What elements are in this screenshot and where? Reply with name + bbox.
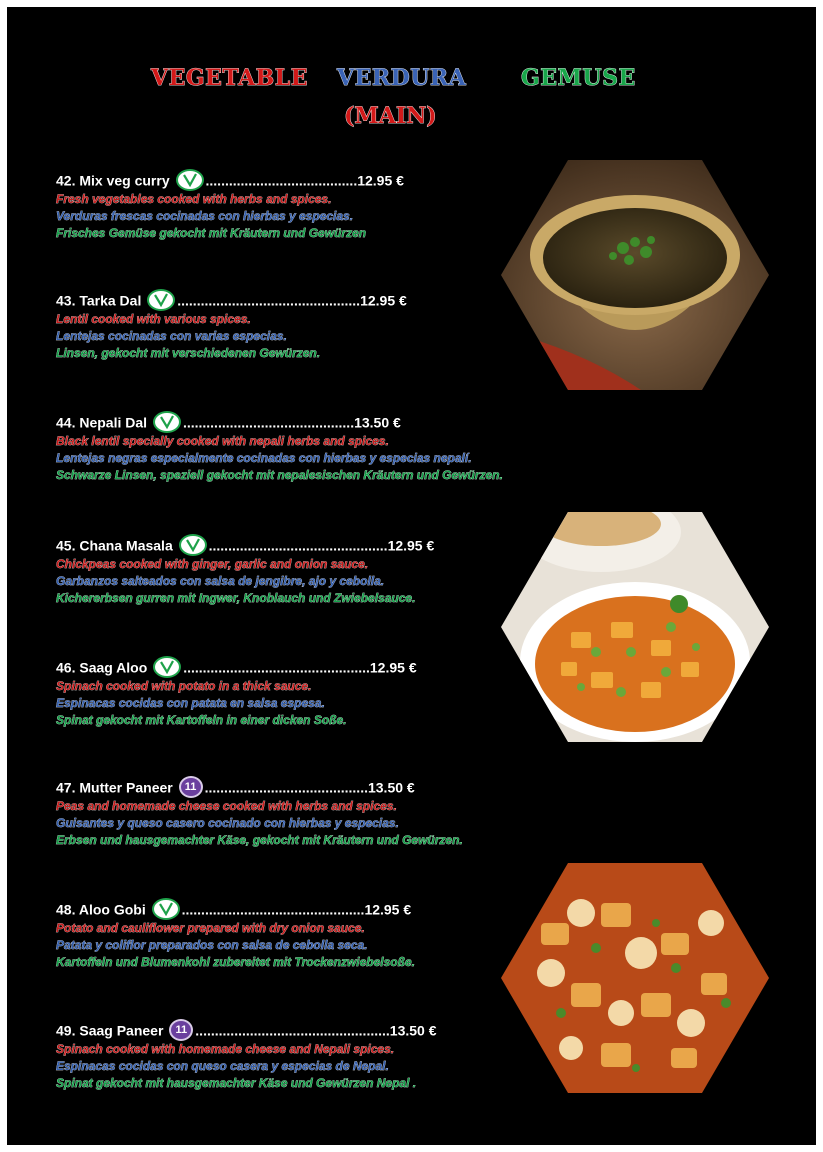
allergen-number-icon: 11	[169, 1019, 193, 1041]
item-header	[56, 532, 576, 556]
vegetarian-icon	[179, 534, 207, 556]
item-desc-en: Spinach cooked with potato in a thick sauce.	[56, 679, 312, 693]
item-desc-es: Verduras frescas cocinadas con hierbas y especias.	[56, 209, 354, 223]
menu-item	[56, 896, 576, 971]
item-desc-de: Spinat gekocht mit Kartoffeln in einer dicken Soße.	[56, 713, 347, 727]
item-title: 48. Aloo Gobi	[56, 901, 146, 918]
item-desc-en: Spinach cooked with homemade cheese and Nepali spices.	[56, 1042, 395, 1056]
menu-item	[56, 532, 576, 607]
item-header	[56, 287, 576, 311]
item-desc-es: Guisantes y queso casero cocinado con hierbas y especias.	[56, 816, 399, 830]
item-price: 12.95 €	[357, 172, 404, 189]
item-price: 13.50 €	[354, 414, 401, 431]
item-header	[56, 896, 576, 920]
item-price: 12.95 €	[364, 901, 412, 918]
item-dots: ............................................	[182, 414, 355, 431]
item-title: 47. Mutter Paneer	[56, 779, 173, 796]
menu-subtitle: (MAIN)	[344, 103, 437, 129]
menu-item	[56, 654, 576, 729]
menu-item	[56, 287, 576, 362]
item-price: 13.50 €	[367, 779, 415, 796]
item-desc-en: Fresh vegetables cooked with herbs and spices.	[56, 192, 332, 206]
item-desc-de: Spinat gekocht mit hausgemachter Käse und Gewürzen Nepal .	[56, 1076, 417, 1090]
item-price: 12.95 €	[369, 659, 417, 676]
item-desc-de: Erbsen und hausgemachter Käse, gekocht mit Kräutern und Gewürzen.	[56, 833, 463, 847]
item-header	[56, 167, 576, 191]
allergen-number-icon: 11	[179, 776, 203, 798]
item-title: 44. Nepali Dal	[56, 414, 148, 431]
menu-item	[56, 409, 576, 484]
vegetarian-icon	[147, 289, 175, 311]
item-title: 46. Saag Aloo	[56, 659, 148, 676]
item-dots: ..................................................	[195, 1022, 390, 1039]
item-desc-en: Black lentil specially cooked with nepali herbs and spices.	[56, 434, 389, 448]
item-desc-es: Patata y coliflor preparados con salsa de cebolla seca.	[56, 938, 368, 952]
vegetarian-icon	[176, 169, 204, 191]
item-desc-es: Lentejas cocinadas con varias especias.	[56, 329, 287, 343]
item-dots: ..............................................	[208, 537, 388, 554]
item-desc-en: Potato and cauliflower prepared with dry onion sauce.	[56, 921, 365, 935]
item-desc-es: Lentejas negras especialmente cocinadas con hierbas y especias nepalí.	[56, 451, 472, 465]
item-title: 49. Saag Paneer	[56, 1022, 164, 1039]
title-spanish: VERDURA	[337, 65, 467, 91]
item-dots: ..........................................	[204, 779, 368, 796]
item-price: 13.50 €	[389, 1022, 437, 1039]
item-desc-es: Garbanzos salteados con salsa de jengibre, ajo y cebolla.	[56, 574, 385, 588]
item-desc-de: Kartoffeln und Blumenkohl zubereitet mit Trockenzwiebelsoße.	[56, 955, 415, 969]
item-header	[56, 654, 576, 678]
item-price: 12.95 €	[387, 537, 435, 554]
item-dots: ...............................................	[181, 901, 365, 918]
item-desc-en: Lentil cooked with various spices.	[56, 312, 251, 326]
item-dots: ................................................	[183, 659, 370, 676]
title-german: GEMUSE	[521, 65, 636, 91]
menu-item	[56, 167, 576, 242]
item-desc-en: Chickpeas cooked with ginger, garlic and onion sauce.	[56, 557, 369, 571]
item-dots: ...............................................	[177, 292, 361, 309]
menu-page	[7, 7, 816, 1145]
item-desc-de: Kichererbsen gurren mit Ingwer, Knoblauch und Zwiebelsauce.	[56, 591, 416, 605]
item-header	[56, 409, 576, 433]
menu-item	[56, 1017, 576, 1092]
item-desc-en: Peas and homemade cheese cooked with herbs and spices.	[56, 799, 397, 813]
item-title: 43. Tarka Dal	[56, 292, 142, 309]
item-desc-es: Espinacas cocidas con queso casera y especias de Nepal.	[56, 1059, 389, 1073]
item-desc-de: Frisches Gemüse gekocht mit Kräutern und Gewürzen	[56, 226, 367, 240]
menu-title	[7, 65, 816, 95]
item-header	[56, 774, 576, 798]
item-desc-es: Espinacas cocidas con patata en salsa espesa.	[56, 696, 325, 710]
item-dots: .......................................	[205, 172, 358, 189]
vegetarian-icon	[153, 656, 181, 678]
item-title: 45. Chana Masala	[56, 537, 173, 554]
item-title: 42. Mix veg curry	[56, 172, 170, 189]
vegetarian-icon	[152, 898, 180, 920]
vegetarian-icon	[153, 411, 181, 433]
title-english: VEGETABLE	[151, 65, 308, 91]
item-header	[56, 1017, 576, 1041]
menu-item	[56, 774, 576, 849]
item-price: 12.95 €	[360, 292, 407, 309]
item-desc-de: Schwarze Linsen, speziell gekocht mit nepalesischen Kräutern und Gewürzen.	[56, 468, 503, 482]
item-desc-de: Linsen, gekocht mit verschiedenen Gewürzen.	[56, 346, 321, 360]
